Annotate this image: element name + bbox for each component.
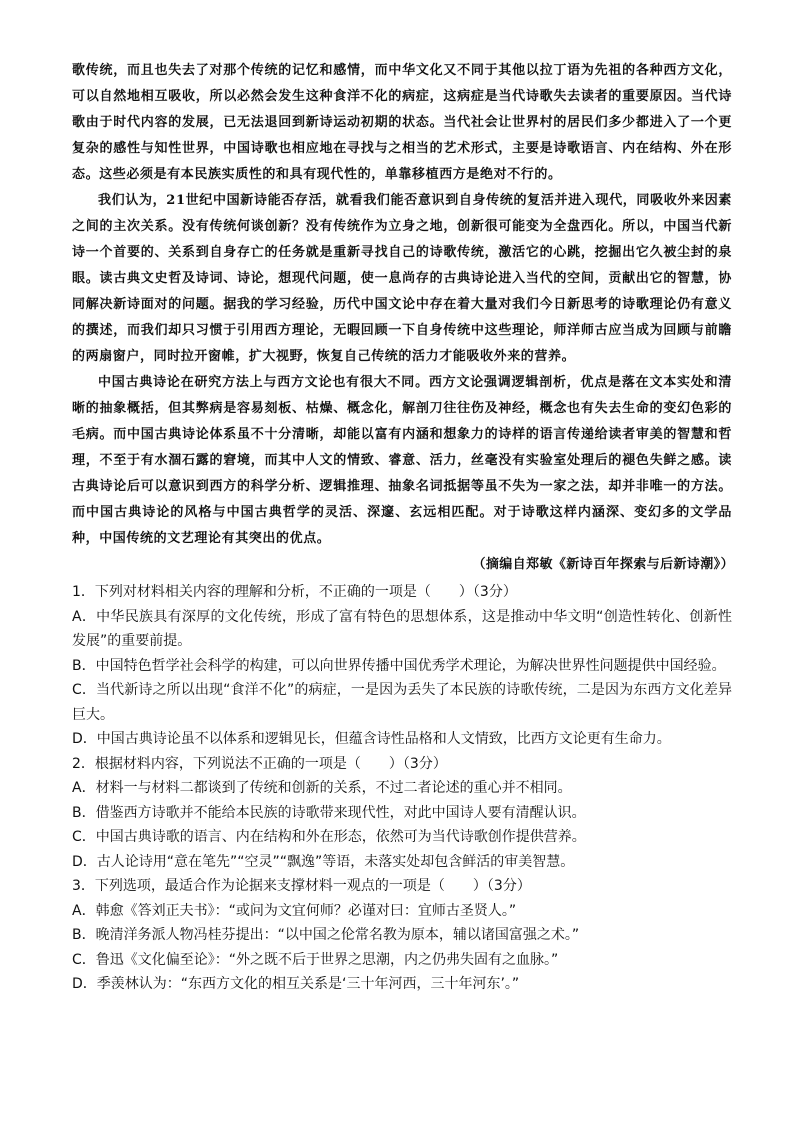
- answer-option: D．中国古典诗论虽不以体系和逻辑见长，但蕴含诗性品格和人文情致，比西方文论更有生命力。: [72, 731, 671, 747]
- answer-option: A．材料一与材料二都谈到了传统和创新的关系，不过二者论述的重心并不相同。: [72, 780, 572, 796]
- answer-option: D．古人论诗用“意在笔先”“空灵”“飘逸”等语，未落实处却包含鲜活的审美智慧。: [72, 853, 575, 870]
- question-stem: 2．根据材料内容，下列说法不正确的一项是（ ）（3分）: [72, 755, 447, 772]
- question-stem: 1．下列对材料相关内容的理解和分析，不正确的一项是（ ）（3分）: [72, 584, 517, 600]
- exam-page: [72, 58, 732, 997]
- answer-option: C．中国古典诗歌的语言、内在结构和外在形态，依然可为当代诗歌创作提供营养。: [72, 829, 586, 845]
- passage-paragraph: 我们认为，21世纪中国新诗能否存活，就看我们能否意识到自身传统的复活并进入现代，同吸收外来因素之间的主次关系。没有传统何谈创新？没有传统作为立身之地，创新很可能变为全盘西化。所以，中国当代新诗一个首要的、关系到自身存亡的任务就是重新寻找自己的诗歌传统，激活它的心跳，挖掘出它久被尘封的泉眼。读古典文史哲及诗词、诗论，想现代问题，使一息尚存的古典诗论进入当代的空间，贡献出它的智慧，协同解决新诗面对的问题。据我的学习经验，历代中国文论中存在着大量对我们今日新思考的诗歌理论仍有意义的撰述，而我们却只习惯于引用西方理论，无暇回顾一下自身传统中这些理论，师洋师古应当成为回顾与前瞻的两扇窗户，同时拉开窗帷，扩大视野，恢复自己传统的活力才能吸收外来的营养。: [72, 193, 732, 364]
- answer-option: A．韩愈《答刘正夫书》：“或问为文宜何师？必谨对曰：宜师古圣贤人。”: [72, 902, 517, 919]
- question-stem: 3．下列选项，最适合作为论据来支撑材料一观点的一项是（ ）（3分）: [72, 878, 531, 894]
- answer-option: A．中华民族具有深厚的文化传统，形成了富有特色的思想体系，这是推动中华文明“创造性转化、创新性发展”的重要前提。: [72, 608, 732, 649]
- passage-paragraph: 中国古典诗论在研究方法上与西方文论也有很大不同。西方文论强调逻辑剖析，优点是落在文本实处和清晰的抽象概括，但其弊病是容易刻板、枯燥、概念化，解剖刀往往伤及神经，概念也有失去生命的变幻色彩的毛病。而中国古典诗论体系虽不十分清晰，却能以富有内涵和想象力的诗样的语言传递给读者审美的智慧和哲理，不至于有水涸石露的窘境，而其中人文的情致、睿意、活力，丝毫没有实验室处理后的褪色失鲜之感。读古典诗论后可以意识到西方的科学分析、逻辑推理、抽象名词抵据等虽不失为一家之法，却并非唯一的方法。而中国古典诗论的风格与中国古典哲学的灵活、深邃、玄远相匹配。对于诗歌这样内涵深、变幻多的文学品种，中国传统的文艺理论有其突出的优点。: [72, 375, 732, 546]
- answer-option: B．中国特色哲学社会科学的构建，可以向世界传播中国优秀学术理论，为解决世界性问题提供中国经验。: [72, 657, 726, 674]
- passage-paragraph: 歌传统，而且也失去了对那个传统的记忆和感情，而中华文化又不同于其他以拉丁语为先祖的各种西方文化，可以自然地相互吸收，所以必然会发生这种食洋不化的病症，这病症是当代诗歌失去读者的重要原因。当代诗歌由于时代内容的发展，已无法退回到新诗运动初期的状态。当代社会让世界村的居民们多少都进入了一个更复杂的感性与知性世界，中国诗歌也相应地在寻找与之相当的艺术形式，主要是诗歌语言、内在结构、外在形态。这些必须是有本民族实质性的和具有现代性的，单靠移植西方是绝对不行的。: [72, 63, 732, 182]
- answer-option: B．借鉴西方诗歌并不能给本民族的诗歌带来现代性，对此中国诗人要有清醒认识。: [72, 804, 586, 821]
- answer-option: D．季羡林认为：“东西方文化的相互关系是‘三十年河西，三十年河东’。”: [72, 976, 520, 992]
- passage-source: （摘编自郑敏《新诗百年探索与后新诗潮》）: [472, 557, 734, 572]
- answer-option: B．晚清洋务派人物冯桂芬提出：“以中国之伦常名教为原本，辅以诸国富强之术。”: [72, 927, 580, 943]
- answer-option: C．鲁迅《文化偏至论》：“外之既不后于世界之思潮，内之仍弗失固有之血脉。”: [72, 951, 559, 968]
- answer-option: C．当代新诗之所以出现“食洋不化”的病症，一是因为丢失了本民族的诗歌传统，二是因为东西方文化差异巨大。: [72, 682, 732, 723]
- reading-passage: [72, 58, 732, 578]
- question-list: [72, 580, 732, 997]
